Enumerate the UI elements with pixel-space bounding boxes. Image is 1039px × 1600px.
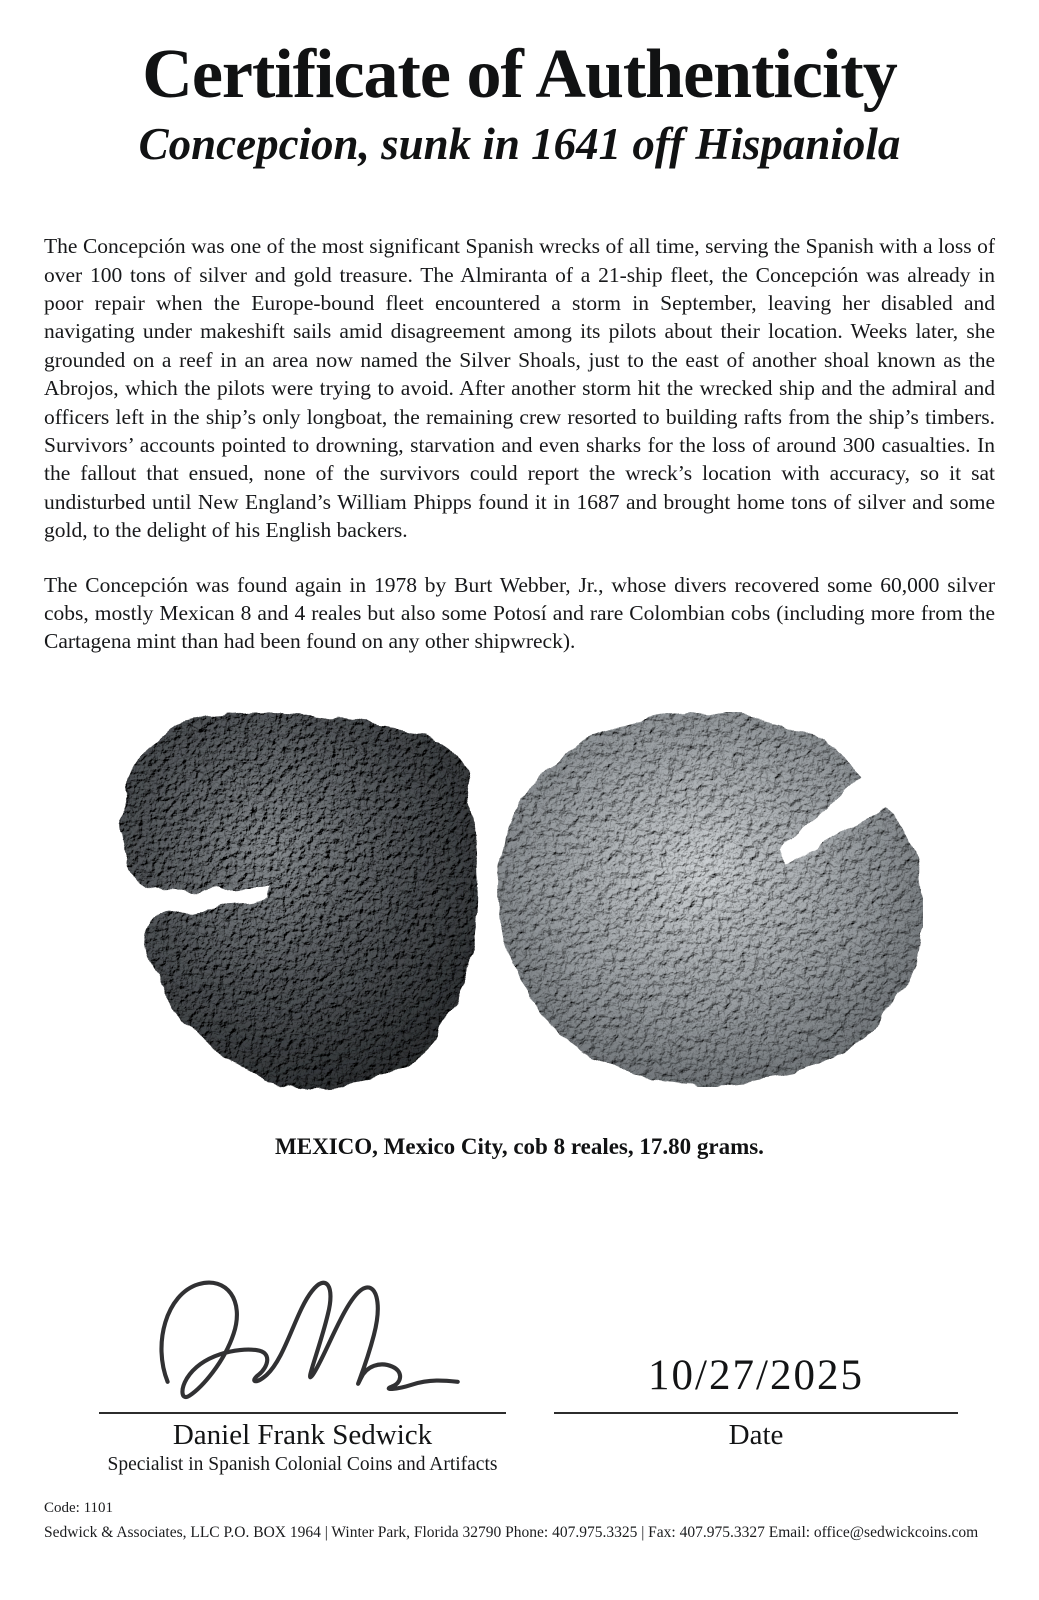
footer-address: Sedwick & Associates, LLC P.O. BOX 1964 | Winter Park, Florida 32790 Phone: 407.975.3325 | Fax: 407.975.3327 Email: office@sedwickcoins.com (44, 1524, 979, 1541)
date-value: 10/27/2025 (648, 1352, 864, 1399)
signature-block (99, 1262, 506, 1476)
date-line (554, 1262, 958, 1414)
signature-image (147, 1268, 477, 1420)
coin-photo-obverse (116, 712, 479, 1092)
signature-line (99, 1262, 506, 1414)
signatory-role: Specialist in Spanish Colonial Coins and Artifacts (107, 1454, 498, 1475)
history-paragraph-1: The Concepción was one of the most significant Spanish wrecks of all time, serving the Spanish with a loss of over 100 tons of silver and gold treasure. The Almiranta of a 21-ship fleet, the Concepción was already in poor repair when the Europe-bound fleet encountered a storm in September, leaving her disabled and navigating under makeshift sails amid disagreement among its pilots about their location. Weeks later, she grounded on a reef in an area now named the Silver Shoals, just to the east of another shoal known as the Abrojos, which the pilots were trying to avoid. After another storm hit the wrecked ship and the admiral and officers left in the ship’s only longboat, the remaining crew resorted to building rafts from the ship’s timbers. Survivors’ accounts pointed to drowning, starvation and even sharks for the loss of around 300 casualties. In the fallout that ensued, none of the survivors could report the wreck’s location with accuracy, so it sat undisturbed until New England’s William Phipps found it in 1687 and brought home tons of silver and some gold, to the delight of his English backers. (44, 234, 995, 543)
certificate-body (44, 232, 995, 656)
signature-and-date-section (0, 1262, 1039, 1492)
certificate-subtitle: Concepcion, sunk in 1641 off Hispaniola (138, 119, 901, 170)
coin-photo-reverse (493, 712, 923, 1087)
date-block (554, 1262, 958, 1452)
coin-figure (0, 712, 1039, 1096)
history-paragraph-2: The Concepción was found again in 1978 by Burt Webber, Jr., whose divers recovered some 60,000 silver cobs, mostly Mexican 8 and 4 reales but also some Potosí and rare Colombian cobs (including more from the Cartagena mint than had been found on any other shipwreck). (44, 572, 995, 654)
signatory-name: Daniel Frank Sedwick (172, 1419, 433, 1451)
certificate-footer (44, 1500, 1004, 1542)
date-label: Date (728, 1419, 784, 1451)
coin-caption: MEXICO, Mexico City, cob 8 reales, 17.80 grams. (275, 1133, 764, 1159)
footer-code: Code: 1101 (44, 1500, 114, 1516)
certificate-title: Certificate of Authenticity (142, 36, 897, 113)
